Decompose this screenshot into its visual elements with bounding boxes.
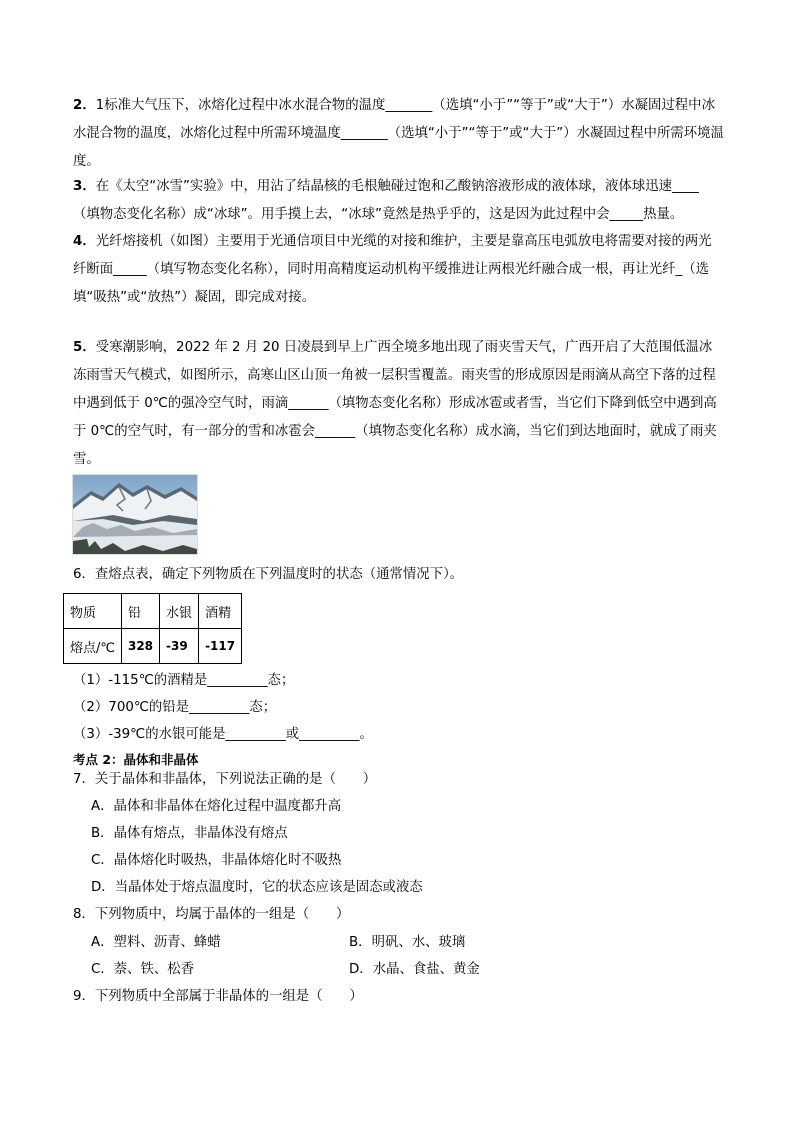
table-cell: 水银 <box>160 594 199 629</box>
question-text: 在《太空“冰雪”实验》中，用沾了结晶核的毛根触碰过饱和乙酸钠溶液形成的液体球，液体球迅速____（填物态变化名称）成“冰球”。用手摸上去，“冰球”竟然是热乎乎的，这是因为此过程中会_____热量。 <box>73 179 699 222</box>
question-7-stem: 7．关于晶体和非晶体，下列说法正确的是（ ） <box>73 772 377 787</box>
table-header-row <box>64 594 242 629</box>
question-text: 1标准大气压下，冰熔化过程中冰水混合物的温度_______（选填“小于”“等于”或“大于”）水凝固过程中冰水混合物的温度，冰熔化过程中所需环境温度_______（选填“小于”“等于”或“大于”）水凝固过程中所需环境温度。 <box>73 98 724 169</box>
question-5 <box>73 334 725 474</box>
question-number: 4． <box>73 234 96 249</box>
question-7-option-c: C．晶体熔化时吸热，非晶体熔化时不吸热 <box>91 853 342 868</box>
question-number: 3． <box>73 179 96 194</box>
question-8-option-d: D．水晶、食盐、黄金 <box>349 962 480 977</box>
question-7-option-d: D．当晶体处于熔点温度时，它的状态应该是固态或液态 <box>91 880 423 895</box>
table-cell: 铅 <box>121 594 159 629</box>
question-number: 5． <box>73 340 96 355</box>
question-6: 6．查熔点表，确定下列物质在下列温度时的状态（通常情况下）。 <box>73 567 464 582</box>
table-cell: 酒精 <box>199 594 242 629</box>
section-heading: 考点 2：晶体和非晶体 <box>73 752 199 767</box>
question-8-stem: 8．下列物质中，均属于晶体的一组是（ ） <box>73 907 350 922</box>
melting-point-table <box>63 593 242 664</box>
question-4 <box>73 228 725 312</box>
question-number: 2． <box>73 98 96 113</box>
question-8-option-a: A．塑料、沥青、蜂蜡 <box>91 935 221 950</box>
question-9-stem: 9．下列物质中全部属于非晶体的一组是（ ） <box>73 989 363 1004</box>
question-7-option-b: B．晶体有熔点，非晶体没有熔点 <box>91 826 288 841</box>
question-8-option-c: C．萘、铁、松香 <box>91 962 195 977</box>
question-7-option-a: A．晶体和非晶体在熔化过程中温度都升高 <box>91 799 342 814</box>
question-text: 受寒潮影响，2022 年 2 月 20 日凌晨到早上广西全境多地出现了雨夹雪天气，广西开启了大范围低温冰冻雨雪天气模式，如图所示，高寒山区山顶一角被一层积雪覆盖。雨夹雪的形成原因是雨滴从高空下落的过程中遇到低于 0℃的强冷空气时，雨滴______（填物态变化名称）形成冰雹或者雪，当它们下降到低空中遇到高于 0℃的空气时，有一部分的雪和冰雹会______（填物态变化名称）成水滴，当它们到达地面时，就成了雨夹雪。 <box>73 340 717 467</box>
table-cell: 物质 <box>64 594 122 629</box>
question-6-sub-2: （2）700℃的铅是_________态； <box>73 700 277 715</box>
question-2 <box>73 92 725 176</box>
table-cell: -117 <box>199 629 242 664</box>
snow-mountain-photo <box>73 475 197 554</box>
question-3 <box>73 173 725 229</box>
question-8-option-b: B．明矾、水、玻璃 <box>349 935 466 950</box>
question-6-sub-3: （3）-39℃的水银可能是_________或_________。 <box>73 727 373 742</box>
snow-mountain-image <box>72 474 198 555</box>
table-cell: 熔点/℃ <box>64 629 122 664</box>
table-cell: 328 <box>121 629 159 664</box>
question-text: 光纤熔接机（如图）主要用于光通信项目中光缆的对接和维护，主要是靠高压电弧放电将需要对接的两光纤断面_____（填写物态变化名称），同时用高精度运动机构平缓推进让两根光纤融合成一根，再让光纤_（选填“吸热”或“放热”）凝固，即完成对接。 <box>73 234 712 305</box>
table-cell: -39 <box>160 629 199 664</box>
question-6-sub-1: （1）-115℃的酒精是_________态； <box>73 673 295 688</box>
table-row <box>64 629 242 664</box>
